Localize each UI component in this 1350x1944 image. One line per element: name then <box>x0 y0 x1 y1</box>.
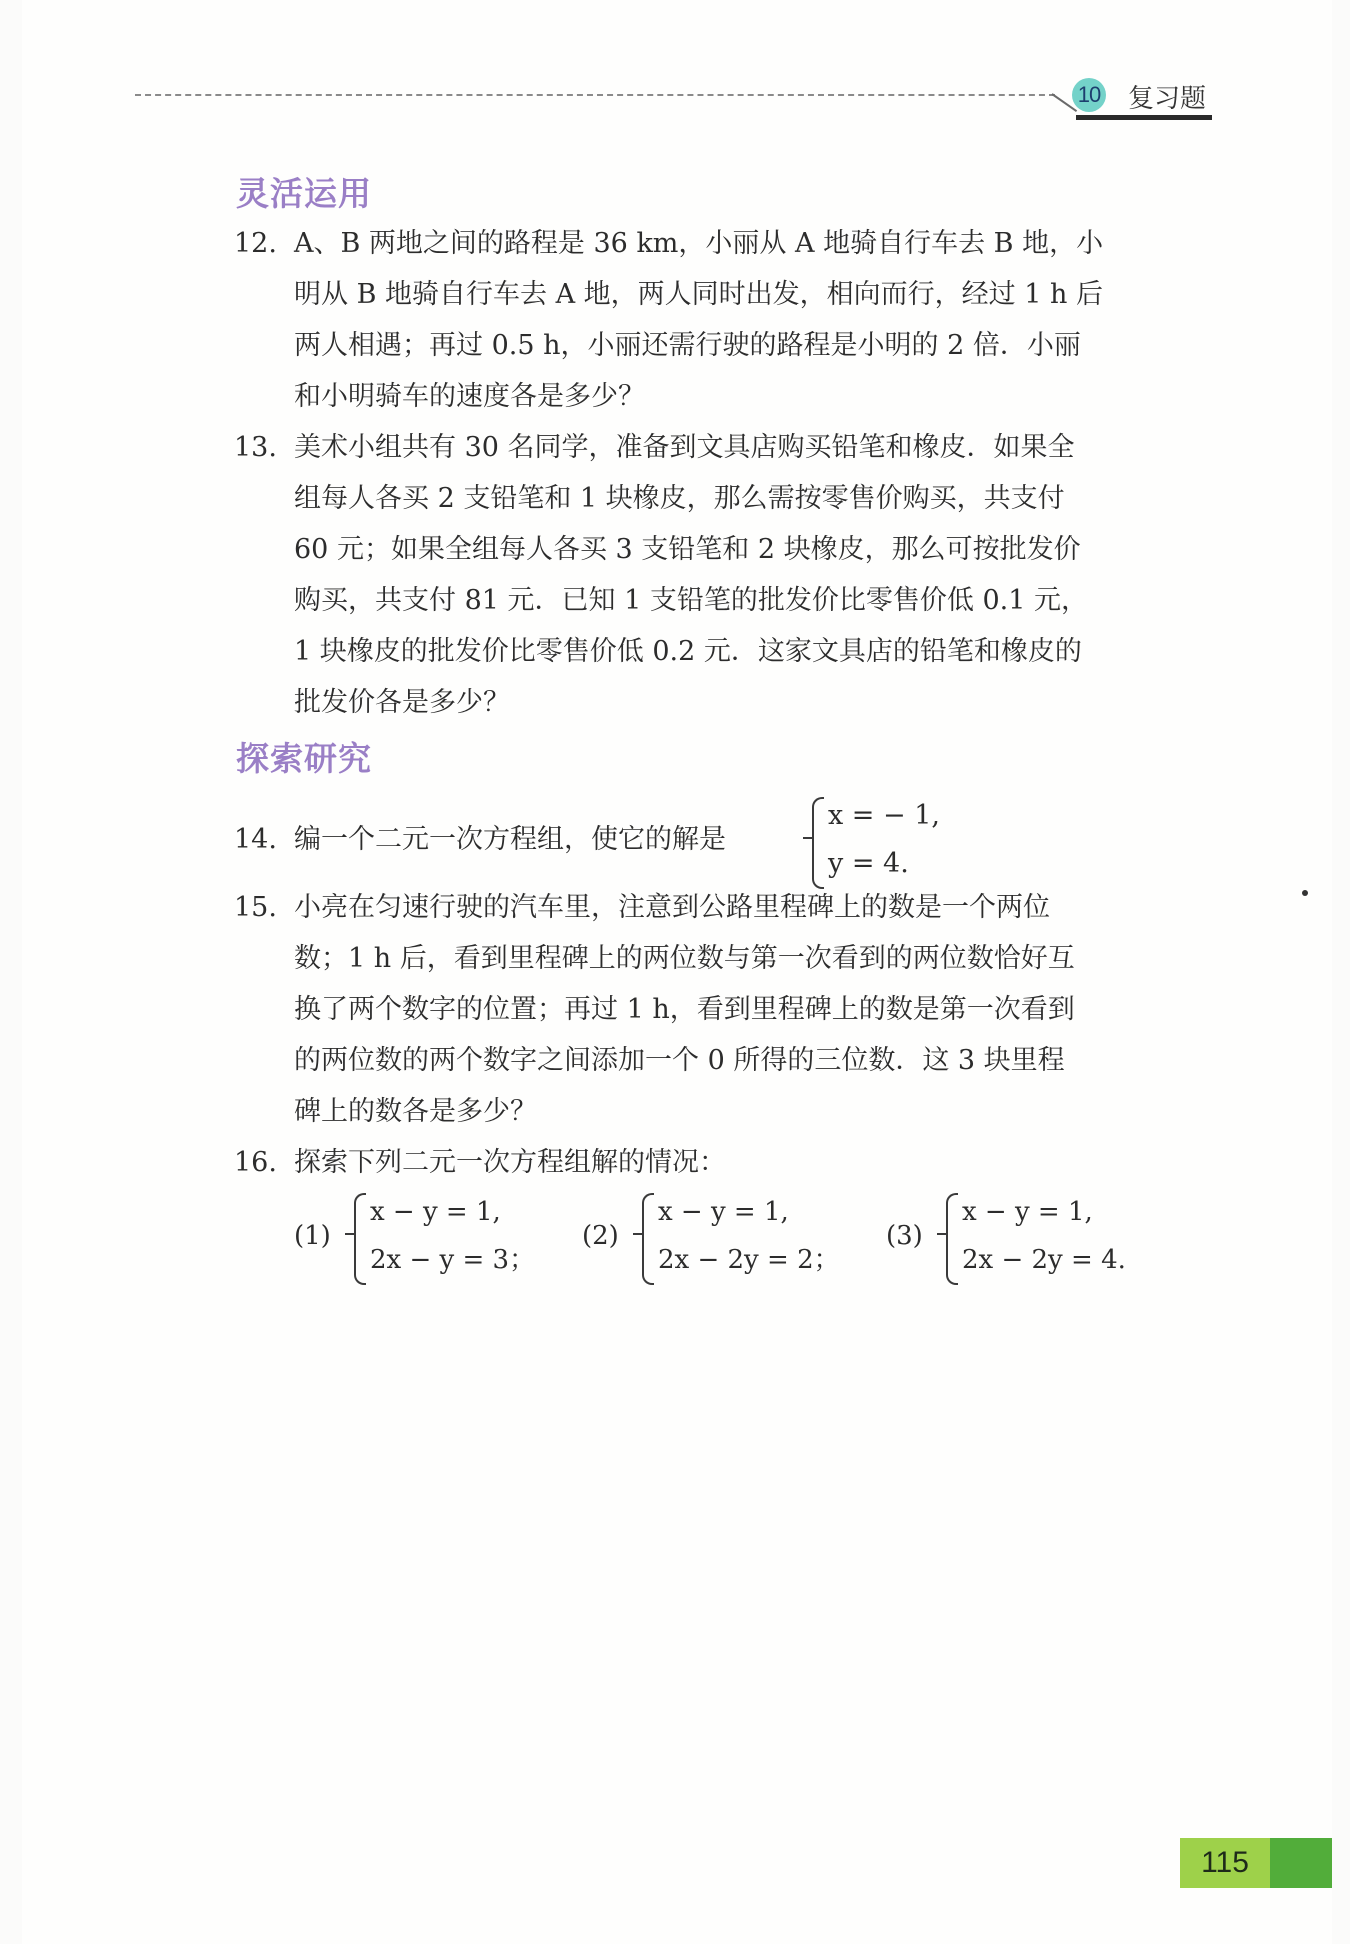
problem-line: 明从 B 地骑自行车去 A 地，两人同时出发，相向而行，经过 1 h 后 <box>294 279 1103 310</box>
equation-2: 2x − y = 3； <box>370 1245 536 1275</box>
solution-system <box>812 791 972 891</box>
problem-number: 15. <box>234 892 277 923</box>
scan-speck <box>1302 890 1308 896</box>
chapter-number-badge: 10 <box>1072 78 1106 112</box>
brace-shape <box>812 797 824 889</box>
equation-system-1 <box>354 1187 536 1287</box>
problem-line: 碑上的数各是多少？ <box>294 1096 537 1127</box>
problem-line: 60 元；如果全组每人各买 3 支铅笔和 2 块橡皮，那么可按批发价 <box>294 534 1081 565</box>
problem-line: 批发价各是多少？ <box>294 687 510 718</box>
brace-shape <box>354 1193 366 1285</box>
problem-line: 的两位数的两个数字之间添加一个 0 所得的三位数．这 3 块里程 <box>294 1045 1065 1076</box>
page-number: 115 <box>1201 1846 1249 1879</box>
problem-line: 换了两个数字的位置；再过 1 h，看到里程碑上的数是第一次看到 <box>294 994 1075 1025</box>
problem-line: 购买，共支付 81 元．已知 1 支铅笔的批发价比零售价低 0.1 元， <box>294 585 1088 616</box>
page-number-tab <box>1270 1838 1332 1888</box>
brace-tip <box>937 1233 946 1235</box>
system-label-1: (1) <box>294 1221 331 1251</box>
problem-line: 两人相遇；再过 0.5 h，小丽还需行驶的路程是小明的 2 倍．小丽 <box>294 330 1081 361</box>
equation-1: x = − 1, <box>828 800 940 831</box>
equation-1: x − y = 1, <box>370 1197 501 1227</box>
problem-line: 和小明骑车的速度各是多少？ <box>294 381 645 412</box>
problem-line: 探索下列二元一次方程组解的情况： <box>294 1147 726 1178</box>
equation-system-3 <box>946 1187 1136 1287</box>
system-label-2: (2) <box>582 1221 619 1251</box>
brace-tip <box>803 837 812 839</box>
problem-number: 16. <box>234 1147 277 1178</box>
header-dashed-rule <box>135 94 1055 96</box>
problem-number: 14. <box>234 824 277 855</box>
equation-2: 2x − 2y = 2； <box>658 1245 840 1275</box>
problem-line: 美术小组共有 30 名同学，准备到文具店购买铅笔和橡皮．如果全 <box>294 432 1075 463</box>
problem-16 <box>234 1137 1214 1287</box>
problem-line: 小亮在匀速行驶的汽车里，注意到公路里程碑上的数是一个两位 <box>294 892 1050 923</box>
system-label-3: (3) <box>886 1221 923 1251</box>
section-title-flexible: 灵活运用 <box>236 174 372 213</box>
equation-2: 2x − 2y = 4. <box>962 1245 1126 1275</box>
problem-line: 1 块橡皮的批发价比零售价低 0.2 元．这家文具店的铅笔和橡皮的 <box>294 636 1082 667</box>
brace-tip <box>345 1233 354 1235</box>
brace-tip <box>633 1233 642 1235</box>
problem-line: 数；1 h 后，看到里程碑上的两位数与第一次看到的两位数恰好互 <box>294 943 1075 974</box>
equation-2: y = 4. <box>828 848 909 879</box>
brace-shape <box>946 1193 958 1285</box>
problem-line: 组每人各买 2 支铅笔和 1 块橡皮，那么需按零售价购买，共支付 <box>294 483 1065 514</box>
section-title-explore: 探索研究 <box>236 739 372 778</box>
brace-shape <box>642 1193 654 1285</box>
header-underline-bar <box>1076 115 1212 120</box>
equation-1: x − y = 1, <box>658 1197 789 1227</box>
equation-system-2 <box>642 1187 840 1287</box>
equation-1: x − y = 1, <box>962 1197 1093 1227</box>
problem-line: 编一个二元一次方程组，使它的解是 <box>294 824 726 855</box>
problem-line: A、B 两地之间的路程是 36 km，小丽从 A 地骑自行车去 B 地，小 <box>294 228 1104 259</box>
problem-number: 13. <box>234 432 277 463</box>
problem-number: 12. <box>234 228 277 259</box>
chapter-title: 复习题 <box>1128 84 1207 114</box>
